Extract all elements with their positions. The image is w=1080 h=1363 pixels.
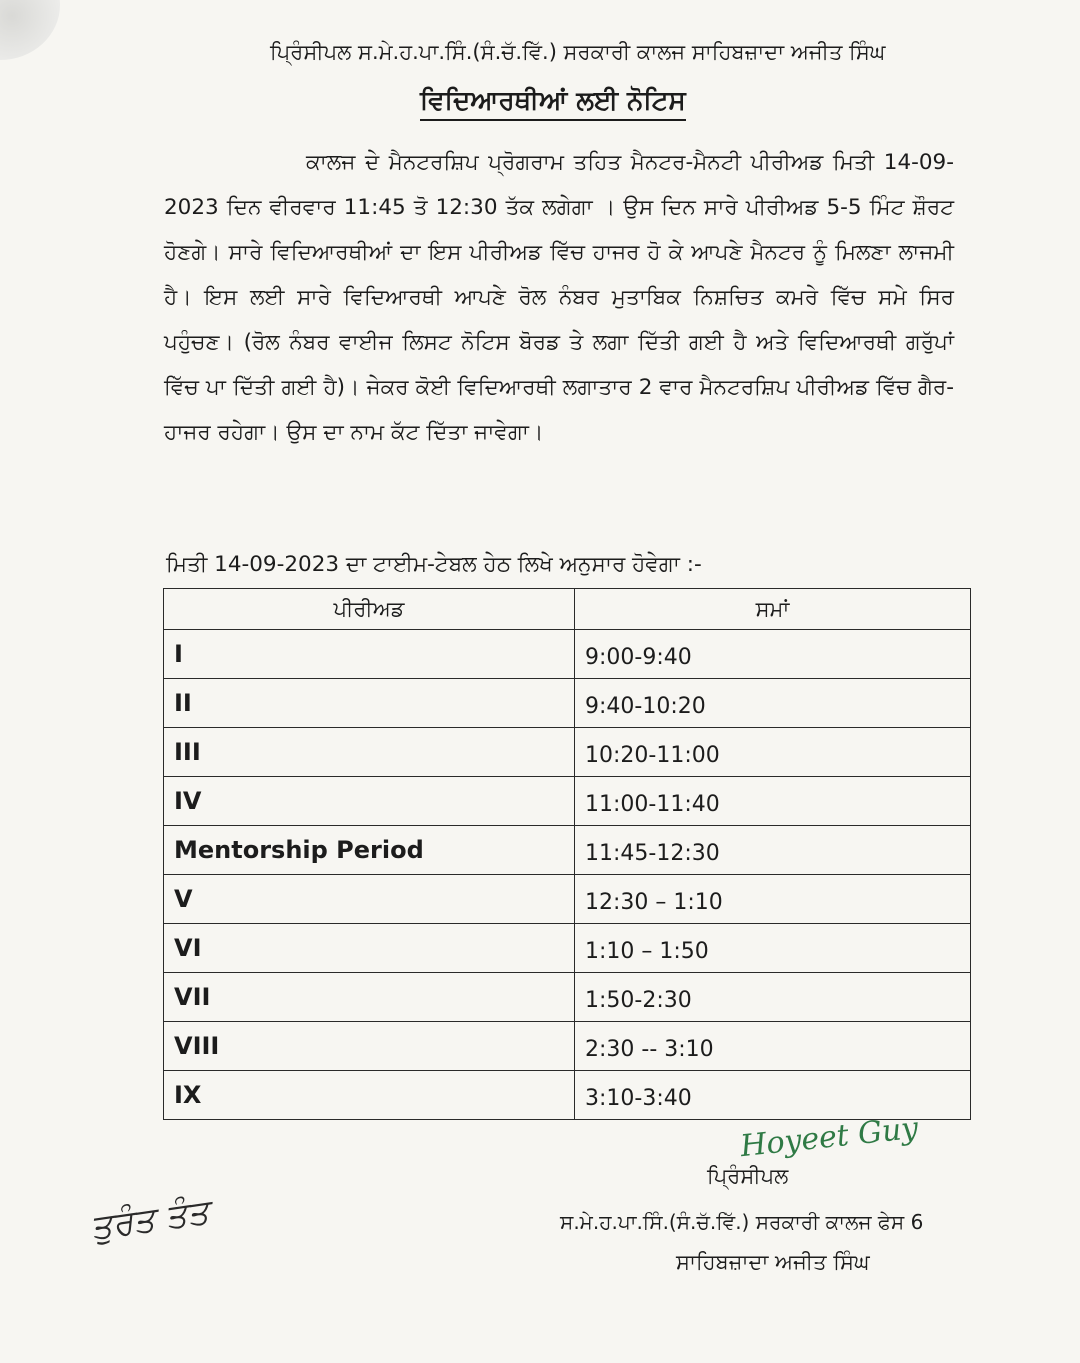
table-row [164,924,971,973]
time-cell: 11:45-12:30 [575,826,971,875]
footer-institution: ਸ.ਮੇ.ਹ.ਪਾ.ਸਿੰ.(ਸੰ.ਚੱ.ਵਿੱ.) ਸਰਕਾਰੀ ਕਾਲਜ ਫੇਸ 6 [560,1210,924,1234]
timetable-caption: ਮਿਤੀ 14-09-2023 ਦਾ ਟਾਈਮ-ਟੇਬਲ ਹੇਠ ਲਿਖੇ ਅਨੁਸਾਰ ਹੋਵੇਗਾ :- [166,552,702,577]
table-row [164,630,971,679]
time-column-header: ਸਮਾਂ [575,589,971,630]
notice-title: ਵਿਦਿਆਰਥੀਆਂ ਲਈ ਨੋਟਿਸ [420,86,686,121]
table-row [164,728,971,777]
institution-header: ਪ੍ਰਿੰਸੀਪਲ ਸ.ਮੇ.ਹ.ਪਾ.ਸਿੰ.(ਸੰ.ਚੱ.ਵਿੱ.) ਸਰਕਾਰੀ ਕਾਲਜ ਸਾਹਿਬਜ਼ਾਦਾ ਅਜੀਤ ਸਿੰਘ [270,40,886,64]
table-row [164,1022,971,1071]
table-row [164,1071,971,1120]
period-cell: V [164,875,575,924]
time-cell: 1:50-2:30 [575,973,971,1022]
time-cell: 10:20-11:00 [575,728,971,777]
timetable-header-row [164,589,971,630]
period-cell: IX [164,1071,575,1120]
time-cell: 3:10-3:40 [575,1071,971,1120]
handwritten-initials: ਤੁਰੰਤ ਤੰਤ [87,1191,212,1249]
period-cell: IV [164,777,575,826]
signature-title: ਪ੍ਰਿੰਸੀਪਲ [707,1164,789,1188]
period-cell: VIII [164,1022,575,1071]
period-cell: III [164,728,575,777]
table-row [164,973,971,1022]
notice-body-text: ਕਾਲਜ ਦੇ ਮੈਨਟਰਸ਼ਿਪ ਪ੍ਰੋਗਰਾਮ ਤਹਿਤ ਮੈਨਟਰ-ਮੈਨਟੀ ਪੀਰੀਅਡ ਮਿਤੀ 14-09-2023 ਦਿਨ ਵੀਰਵਾਰ 11:45 ਤੋ 12:30 ਤੱਕ ਲਗੇਗਾ । ਉਸ ਦਿਨ ਸਾਰੇ ਪੀਰੀਅਡ 5-5 ਮਿੰਟ ਸ਼ੌਰਟ ਹੋਣਗੇ। ਸਾਰੇ ਵਿਦਿਆਰਥੀਆਂ ਦਾ ਇਸ ਪੀਰੀਅਡ ਵਿੱਚ ਹਾਜਰ ਹੋ ਕੇ ਆਪਣੇ ਮੈਨਟਰ ਨੂੰ ਮਿਲਣਾ ਲਾਜਮੀ ਹੈ। ਇਸ ਲਈ ਸਾਰੇ ਵਿਦਿਆਰਥੀ ਆਪਣੇ ਰੋਲ ਨੰਬਰ ਮੁਤਾਬਿਕ ਨਿਸ਼ਚਿਤ ਕਮਰੇ ਵਿੱਚ ਸਮੇ ਸਿਰ ਪਹੁੰਚਣ। (ਰੋਲ ਨੰਬਰ ਵਾਈਜ ਲਿਸਟ ਨੋਟਿਸ ਬੋਰਡ ਤੇ ਲਗਾ ਦਿੱਤੀ ਗਈ ਹੈ ਅਤੇ ਵਿਦਿਆਰਥੀ ਗਰੁੱਪਾਂ ਵਿੱਚ ਪਾ ਦਿੱਤੀ ਗਈ ਹੈ)। ਜੇਕਰ ਕੋਈ ਵਿਦਿਆਰਥੀ ਲਗਾਤਾਰ 2 ਵਾਰ ਮੈਨਟਰਸ਼ਿਪ ਪੀਰੀਅਡ ਵਿੱਚ ਗੈਰ-ਹਾਜਰ ਰਹੇਗਾ। ਉਸ ਦਾ ਨਾਮ ਕੱਟ ਦਿੱਤਾ ਜਾਵੇਗਾ। [164,150,954,445]
time-cell: 12:30 – 1:10 [575,875,971,924]
principal-signature: Hoyeet Guy [738,1110,920,1165]
period-cell: Mentorship Period [164,826,575,875]
time-cell: 11:00-11:40 [575,777,971,826]
time-cell: 9:40-10:20 [575,679,971,728]
photo-corner-shadow [0,0,60,60]
table-row [164,777,971,826]
time-cell: 2:30 -- 3:10 [575,1022,971,1071]
timetable [163,588,971,1120]
notice-body [164,140,954,455]
time-cell: 1:10 – 1:50 [575,924,971,973]
table-row [164,875,971,924]
period-cell: VI [164,924,575,973]
time-cell: 9:00-9:40 [575,630,971,679]
period-cell: II [164,679,575,728]
table-row [164,679,971,728]
footer-location: ਸਾਹਿਬਜ਼ਾਦਾ ਅਜੀਤ ਸਿੰਘ [676,1250,870,1274]
period-cell: VII [164,973,575,1022]
table-row [164,826,971,875]
period-column-header: ਪੀਰੀਅਡ [164,589,575,630]
period-cell: I [164,630,575,679]
